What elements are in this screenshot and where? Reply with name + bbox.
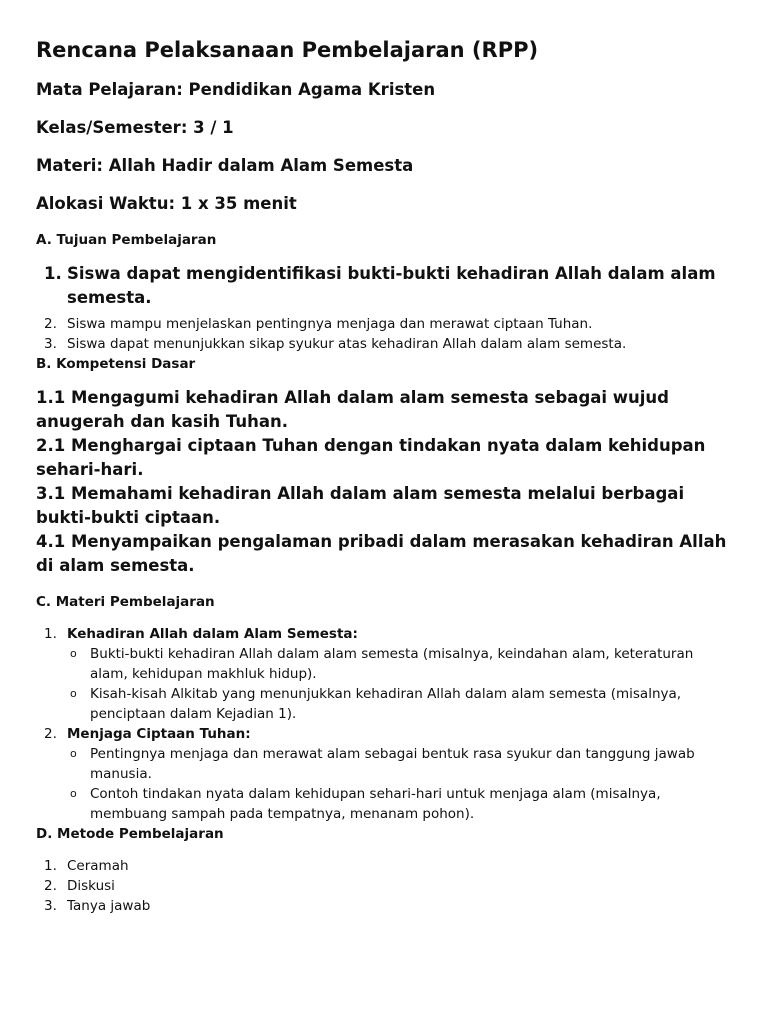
list-item-text: Diskusi [67,878,115,894]
list-number: 1. [44,626,57,642]
metode-item [36,876,732,896]
section-heading-tujuan: A. Tujuan Pembelajaran [36,232,217,248]
kompetensi-list [36,386,732,578]
kompetensi-item: 2.1 Menghargai ciptaan Tuhan dengan tindakan nyata dalam kehidupan sehari-hari. [36,436,706,479]
list-item-text: Siswa mampu menjelaskan pentingnya menjaga dan merawat ciptaan Tuhan. [67,316,593,332]
materi-subitem [67,784,732,824]
meta-alokasi-waktu: Alokasi Waktu: 1 x 35 menit [36,194,297,213]
list-number: 1. [44,264,62,283]
materi-item-label: Kehadiran Allah dalam Alam Semesta: [67,626,358,642]
list-number: 2. [44,316,57,332]
bullet-icon: o [70,687,77,700]
tujuan-item [36,262,732,310]
list-number: 2. [44,878,57,894]
list-number: 3. [44,898,57,914]
kompetensi-item: 3.1 Memahami kehadiran Allah dalam alam semesta melalui berbagai bukti-bukti ciptaan. [36,484,685,527]
materi-subitem [67,744,732,784]
bullet-icon: o [70,787,77,800]
metode-item [36,856,732,876]
list-item-text: Ceramah [67,858,129,874]
subitem-text: Kisah-kisah Alkitab yang menunjukkan kehadiran Allah dalam alam semesta (misalnya, penciptaan dalam Kejadian 1). [90,686,682,722]
section-heading-materi: C. Materi Pembelajaran [36,594,215,610]
materi-item [36,624,732,724]
list-item-text: Tanya jawab [67,898,151,914]
materi-sublist [67,744,732,824]
list-number: 3. [44,336,57,352]
meta-kelas-semester: Kelas/Semester: 3 / 1 [36,118,234,137]
materi-item-label: Menjaga Ciptaan Tuhan: [67,726,251,742]
tujuan-list [36,262,732,354]
metode-list [36,856,732,916]
section-heading-kompetensi: B. Kompetensi Dasar [36,356,196,372]
list-item-text: Siswa dapat mengidentifikasi bukti-bukti kehadiran Allah dalam alam semesta. [67,264,716,307]
tujuan-item [36,314,732,334]
materi-item [36,724,732,824]
materi-list [36,624,732,824]
tujuan-item [36,334,732,354]
meta-materi: Materi: Allah Hadir dalam Alam Semesta [36,156,414,175]
list-number: 1. [44,858,57,874]
subitem-text: Contoh tindakan nyata dalam kehidupan sehari-hari untuk menjaga alam (misalnya, membuang sampah pada tempatnya, menanam pohon). [90,786,661,822]
bullet-icon: o [70,647,77,660]
meta-mata-pelajaran: Mata Pelajaran: Pendidikan Agama Kristen [36,80,436,99]
materi-subitem [67,684,732,724]
materi-subitem [67,644,732,684]
materi-sublist [67,644,732,724]
bullet-icon: o [70,747,77,760]
kompetensi-item: 4.1 Menyampaikan pengalaman pribadi dalam merasakan kehadiran Allah di alam semesta. [36,532,727,575]
list-number: 2. [44,726,57,742]
list-item-text: Siswa dapat menunjukkan sikap syukur atas kehadiran Allah dalam alam semesta. [67,336,627,352]
section-heading-metode: D. Metode Pembelajaran [36,826,224,842]
kompetensi-item: 1.1 Mengagumi kehadiran Allah dalam alam semesta sebagai wujud anugerah dan kasih Tuhan. [36,388,669,431]
subitem-text: Bukti-bukti kehadiran Allah dalam alam semesta (misalnya, keindahan alam, keteraturan alam, kehidupan makhluk hidup). [90,646,694,682]
metode-item [36,896,732,916]
document-title: Rencana Pelaksanaan Pembelajaran (RPP) [36,38,539,62]
subitem-text: Pentingnya menjaga dan merawat alam sebagai bentuk rasa syukur dan tanggung jawab manusia. [90,746,695,782]
